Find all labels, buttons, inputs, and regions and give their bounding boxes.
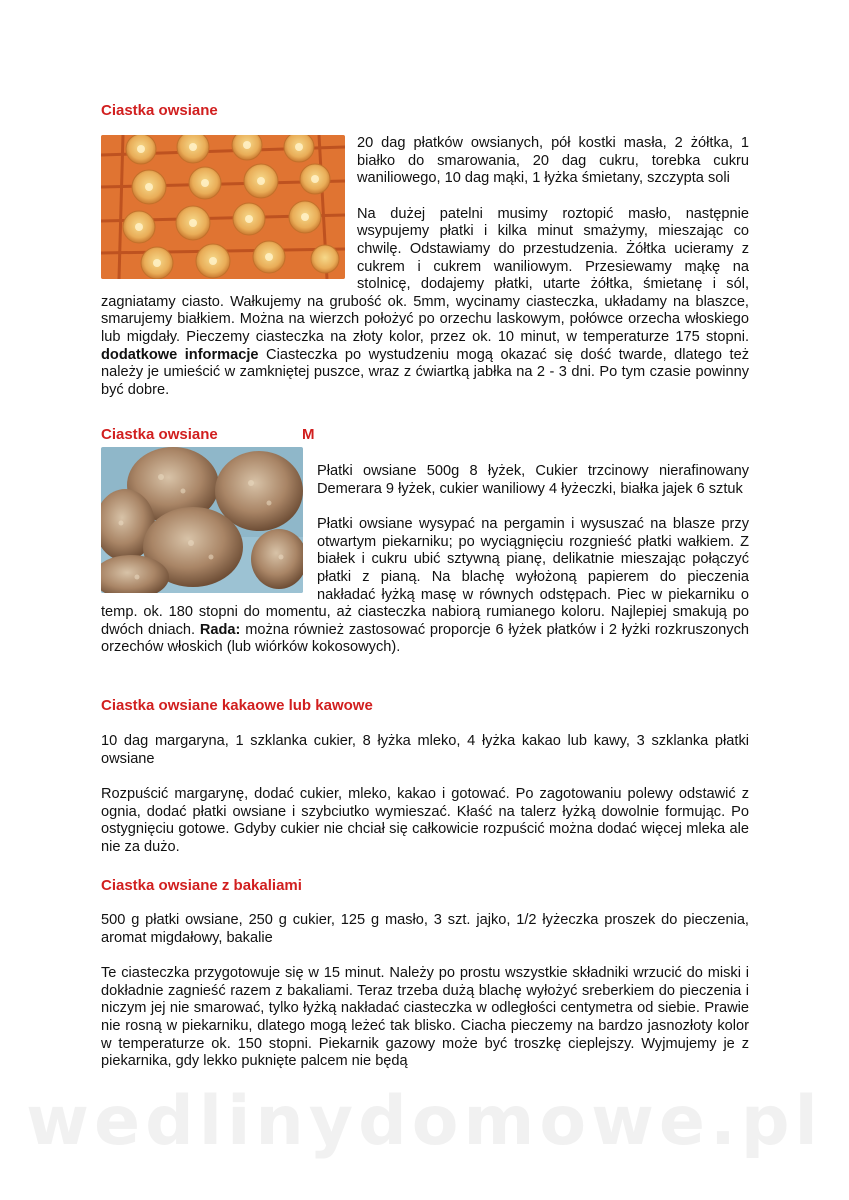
recipe-title: Ciastka owsiane kakaowe lub kawowe (101, 697, 373, 714)
recipe-section (101, 135, 749, 399)
recipe-title-mark: M (302, 426, 315, 443)
recipe-ingredients: Płatki owsiane 500g 8 łyżek, Cukier trzcinowy nierafinowany Demerara 9 łyżek, cukier waniliowy 4 łyżeczki, białka jajek 6 sztuk (317, 463, 749, 497)
tip-label: Rada: (199, 621, 241, 638)
cookie-stack-image (101, 447, 303, 593)
oat-cookies-stack-photo (101, 447, 303, 593)
recipe-title (101, 426, 401, 444)
extra-info-text: Ciasteczka po wystudzeniu mogą okazać się dość twarde, dlatego też należy je umieścić w zamkniętej puszce, wraz z ćwiartką jabłka na 2 - 3 dni. Po tym czasie powinny być dobre. (101, 346, 749, 398)
recipe-ingredients: 20 dag płatków owsianych, pół kostki masła, 2 żółtka, 1 białko do smarowania, 20 dag cukru, torebka cukru waniliowego, 10 dag mąki, 1 łyżka śmietany, szczypta soli (357, 135, 749, 187)
extra-info-label: dodatkowe informacje (101, 346, 259, 363)
recipe-title: Ciastka owsiane z bakaliami (101, 877, 302, 894)
recipe-method-text: Na dużej patelni musimy roztopić masło, następnie wsypujemy płatki i kilka minut smażymy, mieszając co chwilę. Odstawiamy do przestudzenia. Żółtka ucieramy z cukrem i cukrem waniliowym. Przesiewamy mąkę na stolnicę, dodajemy płatki, utarte żółtka, śmietanę i sól, zagniatamy ciasto. Wałkujemy na grubość ok. 5mm, wycinamy ciasteczka, układamy na blaszce, smarujemy białkiem. Można na wierzch położyć po orzechu laskowym, połówce orzecha włoskiego lub migdały. Pieczemy ciasteczka na złoty kolor, przez ok. 10 minut, w temperaturze 175 stopni. (101, 205, 749, 345)
recipe-title-text: Ciastka owsiane (101, 426, 218, 443)
recipe-section (101, 912, 749, 1071)
recipe-title: Ciastka owsiane (101, 102, 218, 119)
oat-cookies-on-rack-photo (101, 135, 345, 279)
recipe-method-text: Płatki owsiane wysypać na pergamin i wysuszać na blasze przy otwartym piekarniku; po wyciągnięciu rozgnieść płatki wałkiem. Z białek i cukru ubić sztywną pianę, delikatnie mieszając połączyć płatki z pianą. Na blachę wyłożoną papierem do pieczenia nakładać łyżką masę w równych odstępach. Piec w piekarniku o temp. ok. 180 stopni do momentu, aż ciasteczka nabiorą rumianego koloru. Najlepiej smakują po dwóch dniach. (101, 516, 749, 638)
site-watermark: wedlinydomowe.pl (26, 1082, 823, 1161)
tip-text: można również zastosować proporcje 6 łyżek płatków i 2 łyżki rozkruszonych orzechów włoskich (lub wiórków kokosowych). (101, 621, 749, 656)
recipe-section (101, 447, 749, 657)
recipe-method: Te ciasteczka przygotowuje się w 15 minut. Należy po prostu wszystkie składniki wrzucić do miski i dokładnie zagnieść razem z bakaliami. Teraz trzeba dużą blachę wyłożyć sreberkiem do pieczenia i niczym jej nie smarować, tylko łyżką nakładać ciasteczka w odległości centymetra od siebie. Prawie nie rosną w piekarniku, dlatego mogą leżeć tak blisko. Ciacha pieczemy na bardzo jasnozłoty kolor w temperaturze ok. 150 stopni. Piekarnik gazowy może być troszkę cieplejszy. Wyjmujemy je z piekarnika, gdy lekko puknięte palcem nie będą (101, 965, 749, 1070)
recipe-ingredients: 500 g płatki owsiane, 250 g cukier, 125 g masło, 3 szt. jajko, 1/2 łyżeczka proszek do pieczenia, aromat migdałowy, bakalie (101, 912, 749, 946)
recipe-section (101, 733, 749, 857)
recipe-method: Rozpuścić margarynę, dodać cukier, mleko, kakao i gotować. Po zagotowaniu polewy odstawić z ognia, dodać płatki owsiane i szybciutko wymieszać. Kłaść na talerz łyżką dowolnie formując. Po ostygnięciu gotowe. Gdyby cukier nie chciał się całkowicie rozpuścić można dodać więcej mleka ale nie za dużo. (101, 786, 749, 855)
recipe-ingredients: 10 dag margaryna, 1 szklanka cukier, 8 łyżka mleko, 4 łyżka kakao lub kawy, 3 szklanka płatki owsiane (101, 733, 749, 767)
cookie-rack-image (101, 135, 345, 279)
